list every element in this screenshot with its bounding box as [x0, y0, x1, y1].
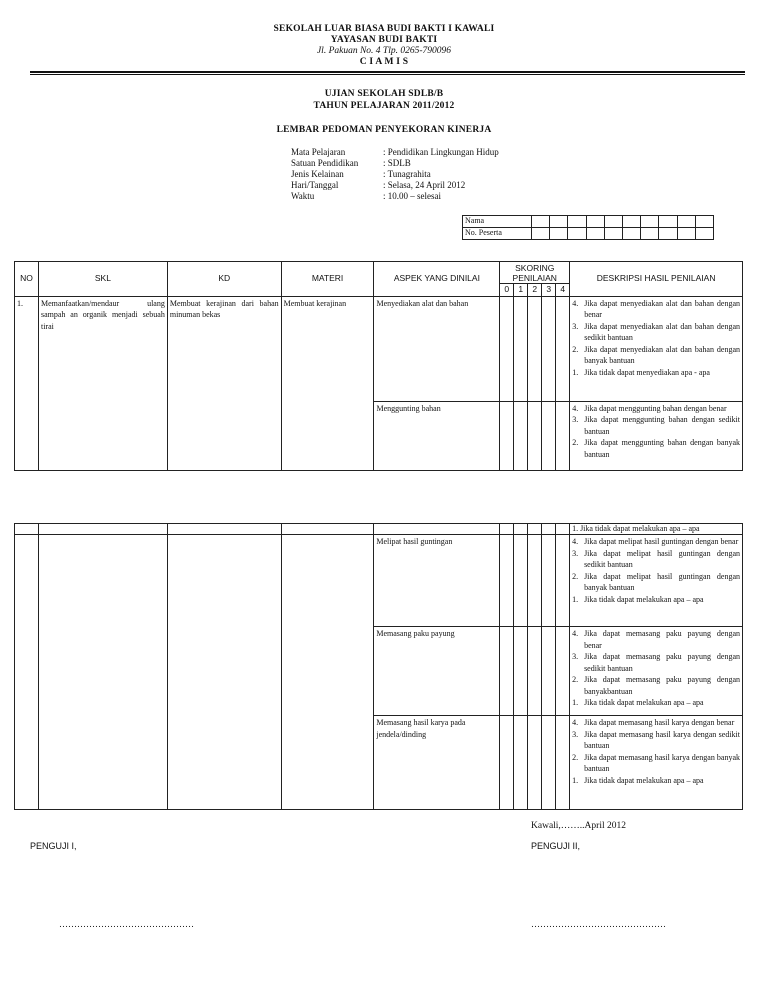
name-box[interactable]: [641, 216, 659, 228]
score-cell[interactable]: [500, 296, 514, 401]
score-cell[interactable]: [556, 535, 570, 627]
description-list: [572, 403, 740, 461]
item-text: Jika dapat memasang hasil karya dengan benar: [584, 718, 735, 727]
academic-year: TAHUN PELAJARAN 2011/2012: [313, 101, 455, 111]
number-box[interactable]: [532, 228, 550, 240]
number-box[interactable]: [641, 228, 659, 240]
info-label: Jenis Kelainan: [291, 169, 344, 179]
item-text: Jika dapat menggunting bahan dengan banyak bantuan: [584, 438, 740, 459]
score-cell[interactable]: [514, 524, 528, 535]
score-cell[interactable]: [556, 524, 570, 535]
row-materi: Membuat kerajinan: [281, 296, 374, 470]
empty-cell: [15, 524, 39, 535]
item-number: 1.: [572, 594, 579, 604]
item-number: 4.: [572, 298, 579, 308]
place-date: Kawali,……..April 2012: [531, 821, 626, 831]
item-text: Jika dapat menyediakan alat dan bahan dengan benar: [584, 298, 740, 319]
empty-cell: [281, 535, 374, 810]
list-item: [572, 403, 740, 415]
school-address: Jl. Pakuan No. 4 Tlp. 0265-790096: [316, 46, 452, 56]
score-cell[interactable]: [500, 716, 514, 810]
item-number: 2.: [572, 344, 579, 354]
score-cell[interactable]: [528, 716, 542, 810]
empty-cell: [38, 524, 167, 535]
score-cell[interactable]: [514, 535, 528, 627]
item-text: Jika tidak dapat melakukan apa – apa: [584, 698, 704, 707]
exam-info: [291, 147, 591, 202]
name-box[interactable]: [604, 216, 622, 228]
score-header: 0: [500, 284, 514, 297]
header-skoring: [500, 262, 570, 284]
info-value: : SDLB: [383, 158, 411, 168]
name-label: Nama: [463, 216, 532, 228]
name-box[interactable]: [550, 216, 568, 228]
list-item: [572, 697, 740, 709]
info-value: : 10.00 – selesai: [383, 191, 441, 201]
row-deskripsi: [570, 296, 743, 401]
score-header: 2: [528, 284, 542, 297]
row-kd: Membuat kerajinan dari bahan minuman bekas: [167, 296, 281, 470]
score-cell[interactable]: [542, 401, 556, 470]
letterhead-rule-thin: [30, 74, 745, 75]
info-row: [291, 147, 591, 158]
header-row: [15, 262, 743, 284]
examiner-1-signature-line: ………………………………………: [59, 919, 194, 929]
exam-title: UJIAN SEKOLAH SDLB/B: [324, 89, 444, 99]
row-deskripsi: [570, 401, 743, 470]
list-item: [572, 594, 740, 606]
list-item: [572, 536, 740, 548]
list-item: [572, 321, 740, 344]
score-cell[interactable]: [556, 296, 570, 401]
score-cell[interactable]: [500, 627, 514, 716]
list-item: [572, 414, 740, 437]
item-text: Jika dapat melipat hasil guntingan dengan benar: [584, 537, 739, 546]
name-box[interactable]: [677, 216, 695, 228]
info-label: Hari/Tanggal: [291, 180, 339, 190]
table-row: [15, 524, 743, 535]
item-text: Jika dapat melipat hasil guntingan dengan banyak bantuan: [584, 571, 740, 592]
list-item: [572, 651, 740, 674]
header-skoring-line1: SKORING: [515, 262, 555, 273]
participant-grid: [462, 215, 714, 240]
item-number: 2.: [572, 675, 579, 684]
score-cell[interactable]: [542, 535, 556, 627]
table-row: [15, 535, 743, 627]
empty-cell: [281, 524, 374, 535]
number-box[interactable]: [659, 228, 677, 240]
score-cell[interactable]: [528, 401, 542, 470]
number-label: No. Peserta: [463, 228, 532, 240]
info-value: : Selasa, 24 April 2012: [383, 180, 466, 190]
item-number: 3.: [572, 321, 579, 331]
header-no: NO: [15, 262, 39, 297]
name-box[interactable]: [622, 216, 640, 228]
empty-cell: [167, 535, 281, 810]
number-box[interactable]: [550, 228, 568, 240]
list-item: [572, 367, 740, 379]
score-cell[interactable]: [514, 296, 528, 401]
list-item: [572, 548, 740, 571]
item-number: 3.: [572, 415, 579, 424]
score-cell[interactable]: [528, 296, 542, 401]
item-text: Jika dapat memasang paku payung dengan sedikit bantuan: [584, 652, 740, 673]
item-text: Jika tidak dapat melakukan apa – apa: [584, 594, 704, 604]
number-box[interactable]: [604, 228, 622, 240]
header-skl: SKL: [38, 262, 167, 297]
item-number: 2.: [572, 438, 579, 447]
row-no: 1.: [15, 296, 39, 470]
number-row: [463, 228, 714, 240]
school-name: SEKOLAH LUAR BIASA BUDI BAKTI I KAWALI: [273, 24, 495, 34]
score-cell[interactable]: [528, 524, 542, 535]
info-row: [291, 158, 591, 169]
item-text: Jika dapat melipat hasil guntingan dengan sedikit bantuan: [584, 548, 740, 569]
item-text: Jika dapat memasang paku payung dengan benar: [584, 629, 740, 650]
item-number: 2.: [572, 752, 579, 762]
number-box[interactable]: [677, 228, 695, 240]
row-skl: Memanfaatkan/mendaur ulang sampah an organik menjadi sebuah tirai: [38, 296, 167, 470]
item-number: 1.: [572, 367, 579, 377]
examiner-1-label: PENGUJI I,: [30, 841, 77, 851]
foundation-name: YAYASAN BUDI BAKTI: [330, 35, 438, 45]
info-value: : Pendidikan Lingkungan Hidup: [383, 147, 499, 157]
list-item: [572, 437, 740, 460]
list-item: [572, 752, 740, 775]
row-deskripsi: [570, 627, 743, 716]
header-aspek: ASPEK YANG DINILAI: [374, 262, 500, 297]
score-cell[interactable]: [556, 401, 570, 470]
name-row: [463, 216, 714, 228]
score-cell[interactable]: [542, 524, 556, 535]
description-list: [572, 628, 740, 709]
info-row: [291, 169, 591, 180]
score-header: 1: [514, 284, 528, 297]
score-cell[interactable]: [556, 716, 570, 810]
item-text: Jika tidak dapat menyediakan apa - apa: [584, 367, 710, 377]
score-cell[interactable]: [528, 535, 542, 627]
score-cell[interactable]: [528, 627, 542, 716]
info-row: [291, 191, 591, 202]
row-aspek: Menggunting bahan: [374, 401, 500, 470]
header-kd: KD: [167, 262, 281, 297]
row-deskripsi: 1. Jika tidak dapat melakukan apa – apa: [570, 524, 743, 535]
score-cell[interactable]: [500, 401, 514, 470]
row-deskripsi: [570, 535, 743, 627]
description-list: [572, 536, 740, 605]
info-value: : Tunagrahita: [383, 169, 431, 179]
item-number: 3.: [572, 548, 579, 558]
name-box[interactable]: [532, 216, 550, 228]
list-item: [572, 674, 740, 697]
info-label: Waktu: [291, 191, 315, 201]
empty-cell: [374, 524, 500, 535]
school-city: C I A M I S: [359, 57, 409, 67]
number-box[interactable]: [622, 228, 640, 240]
score-header: 3: [542, 284, 556, 297]
list-item: [572, 717, 740, 729]
item-number: 2.: [572, 571, 579, 581]
score-cell[interactable]: [500, 524, 514, 535]
info-row: [291, 180, 591, 191]
list-item: [572, 298, 740, 321]
item-text: Jika dapat menggunting bahan dengan benar: [584, 403, 727, 413]
empty-cell: [167, 524, 281, 535]
score-cell[interactable]: [500, 535, 514, 627]
list-item: [572, 729, 740, 752]
description-list: [572, 298, 740, 379]
item-number: 3.: [572, 652, 579, 661]
sheet-title: LEMBAR PEDOMAN PENYEKORAN KINERJA: [276, 125, 492, 135]
item-text: Jika dapat menyediakan alat dan bahan dengan banyak bantuan: [584, 344, 740, 365]
row-aspek: Memasang hasil karya pada jendela/dinding: [374, 716, 500, 810]
name-box[interactable]: [695, 216, 713, 228]
item-number: 4.: [572, 718, 579, 727]
header-materi: MATERI: [281, 262, 374, 297]
scoring-table: [14, 261, 743, 471]
score-header: 4: [556, 284, 570, 297]
score-cell[interactable]: [556, 627, 570, 716]
row-deskripsi: [570, 716, 743, 810]
row-aspek: Menyediakan alat dan bahan: [374, 296, 500, 401]
list-item: [572, 628, 740, 651]
number-box[interactable]: [568, 228, 586, 240]
list-item: [572, 775, 740, 787]
header-deskripsi: DESKRIPSI HASIL PENILAIAN: [570, 262, 743, 297]
scoring-table-continued: [14, 523, 743, 810]
info-label: Mata Pelajaran: [291, 147, 346, 157]
score-cell[interactable]: [542, 627, 556, 716]
empty-cell: [15, 535, 39, 810]
item-number: 4.: [572, 403, 579, 413]
score-cell[interactable]: [514, 627, 528, 716]
info-label: Satuan Pendidikan: [291, 158, 359, 168]
examiner-2-signature-line: ………………………………………: [531, 919, 666, 929]
item-number: 4.: [572, 537, 579, 546]
name-box[interactable]: [659, 216, 677, 228]
header-skoring-line2: PENILAIAN: [512, 272, 557, 283]
item-number: 1.: [572, 698, 579, 707]
item-number: 3.: [572, 729, 579, 739]
item-text: Jika dapat memasang hasil karya dengan banyak bantuan: [584, 752, 740, 773]
letterhead-rule: [30, 71, 745, 73]
number-box[interactable]: [586, 228, 604, 240]
row-aspek: Melipat hasil guntingan: [374, 535, 500, 627]
empty-cell: [38, 535, 167, 810]
examiner-2-label: PENGUJI II,: [531, 841, 581, 851]
number-box[interactable]: [695, 228, 713, 240]
description-list: [572, 717, 740, 786]
item-number: 4.: [572, 629, 579, 638]
item-number: 1.: [572, 775, 579, 785]
table-row: [15, 296, 743, 401]
item-text: Jika dapat memasang hasil karya dengan sedikit bantuan: [584, 729, 740, 750]
score-cell[interactable]: [514, 401, 528, 470]
item-text: Jika dapat menggunting bahan dengan sedikit bantuan: [584, 415, 740, 436]
list-item: [572, 571, 740, 594]
score-cell[interactable]: [514, 716, 528, 810]
list-item: [572, 344, 740, 367]
score-cell[interactable]: [542, 296, 556, 401]
row-aspek: Memasang paku payung: [374, 627, 500, 716]
name-box[interactable]: [586, 216, 604, 228]
item-text: Jika tidak dapat melakukan apa – apa: [584, 775, 704, 785]
item-text: Jika dapat menyediakan alat dan bahan dengan sedikit bantuan: [584, 321, 740, 342]
name-box[interactable]: [568, 216, 586, 228]
score-cell[interactable]: [542, 716, 556, 810]
item-text: Jika dapat memasang paku payung dengan banyakbantuan: [584, 675, 740, 696]
